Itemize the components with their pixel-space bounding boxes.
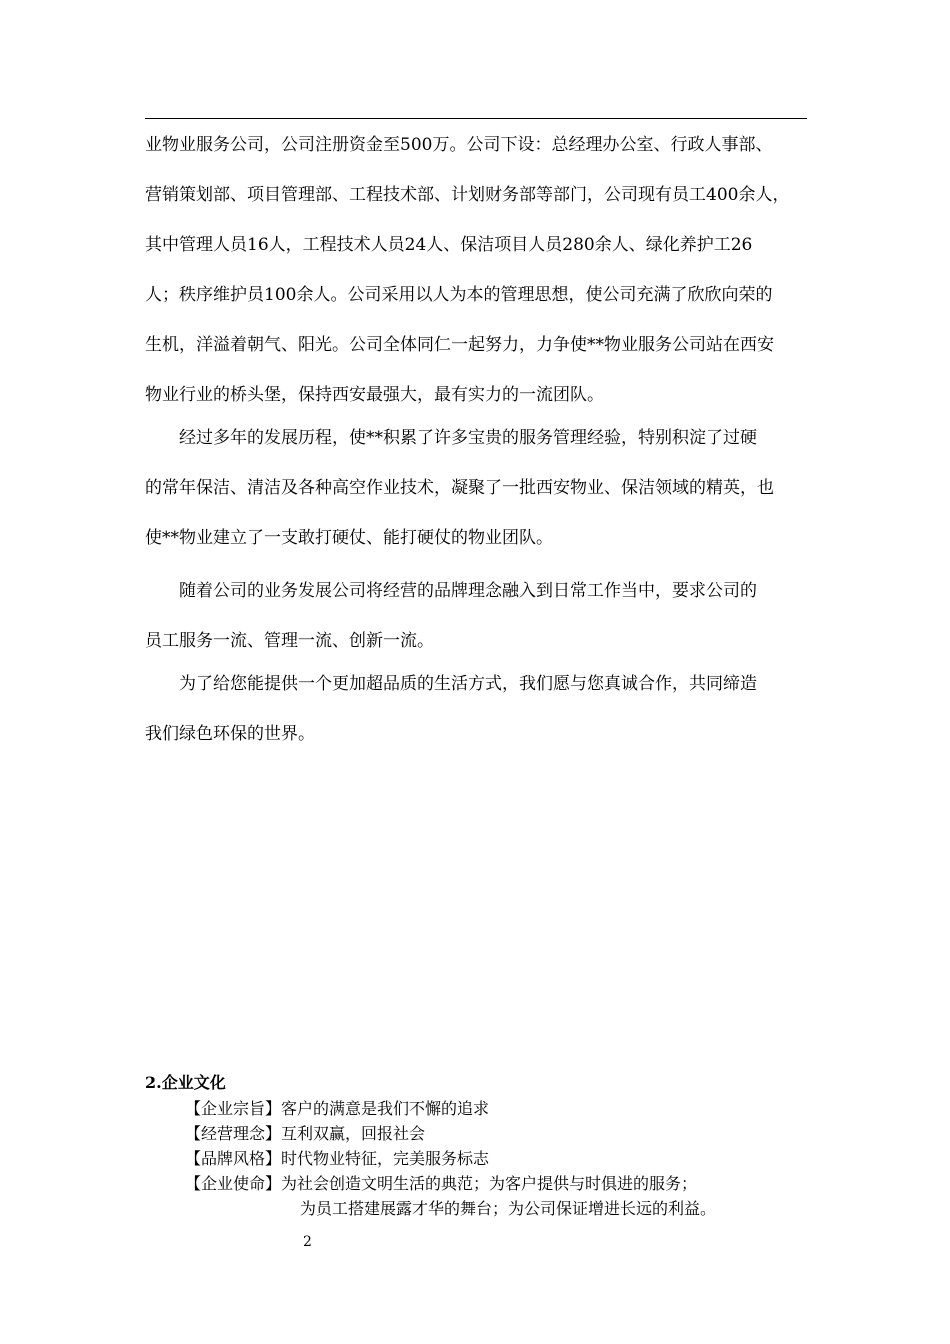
brand-line-2: 员工服务一流、管理一流、创新一流。 <box>145 631 434 651</box>
intro-line-4: 人；秩序维护员100余人。公司采用以人为本的管理思想，使公司充满了欣欣向荣的 <box>145 285 773 305</box>
closing-line-2: 我们绿色环保的世界。 <box>145 724 315 744</box>
brand-line-1: 随着公司的业务发展公司将经营的品牌理念融入到日常工作当中，要求公司的 <box>145 581 757 601</box>
culture-item-mission: 【企业使命】为社会创造文明生活的典范；为客户提供与时俱进的服务； <box>185 1174 698 1193</box>
section-heading: 2.企业文化 <box>145 1073 226 1092</box>
intro-line-5: 生机，洋溢着朝气、阳光。公司全体同仁一起努力，力争使**物业服务公司站在西安 <box>145 335 774 355</box>
intro-line-6: 物业行业的桥头堡，保持西安最强大，最有实力的一流团队。 <box>145 385 604 405</box>
intro-line-1: 业物业服务公司，公司注册资金至500万。公司下设：总经理办公室、行政人事部、 <box>145 135 773 155</box>
history-line-3: 使**物业建立了一支敢打硬仗、能打硬仗的物业团队。 <box>145 528 553 548</box>
intro-line-3: 其中管理人员16人，工程技术人员24人、保洁项目人员280余人、绿化养护工26 <box>145 235 753 255</box>
history-line-2: 的常年保洁、清洁及各种高空作业技术，凝聚了一批西安物业、保洁领域的精英，也 <box>145 478 774 498</box>
culture-item-purpose: 【企业宗旨】客户的满意是我们不懈的追求 <box>185 1099 490 1118</box>
header-rule <box>145 118 807 119</box>
culture-mission-continuation: 为员工搭建展露才华的舞台；为公司保证增进长远的利益。 <box>300 1199 717 1218</box>
culture-item-style: 【品牌风格】时代物业特征，完美服务标志 <box>185 1149 490 1168</box>
intro-line-2: 营销策划部、项目管理部、工程技术部、计划财务部等部门，公司现有员工400余人， <box>145 185 790 205</box>
history-line-1: 经过多年的发展历程，使**积累了许多宝贵的服务管理经验，特别积淀了过硬 <box>145 428 757 448</box>
culture-item-philosophy: 【经营理念】互利双赢，回报社会 <box>185 1124 426 1143</box>
closing-line-1: 为了给您能提供一个更加超品质的生活方式，我们愿与您真诚合作，共同缔造 <box>145 674 757 694</box>
page-number: 2 <box>303 1234 312 1250</box>
